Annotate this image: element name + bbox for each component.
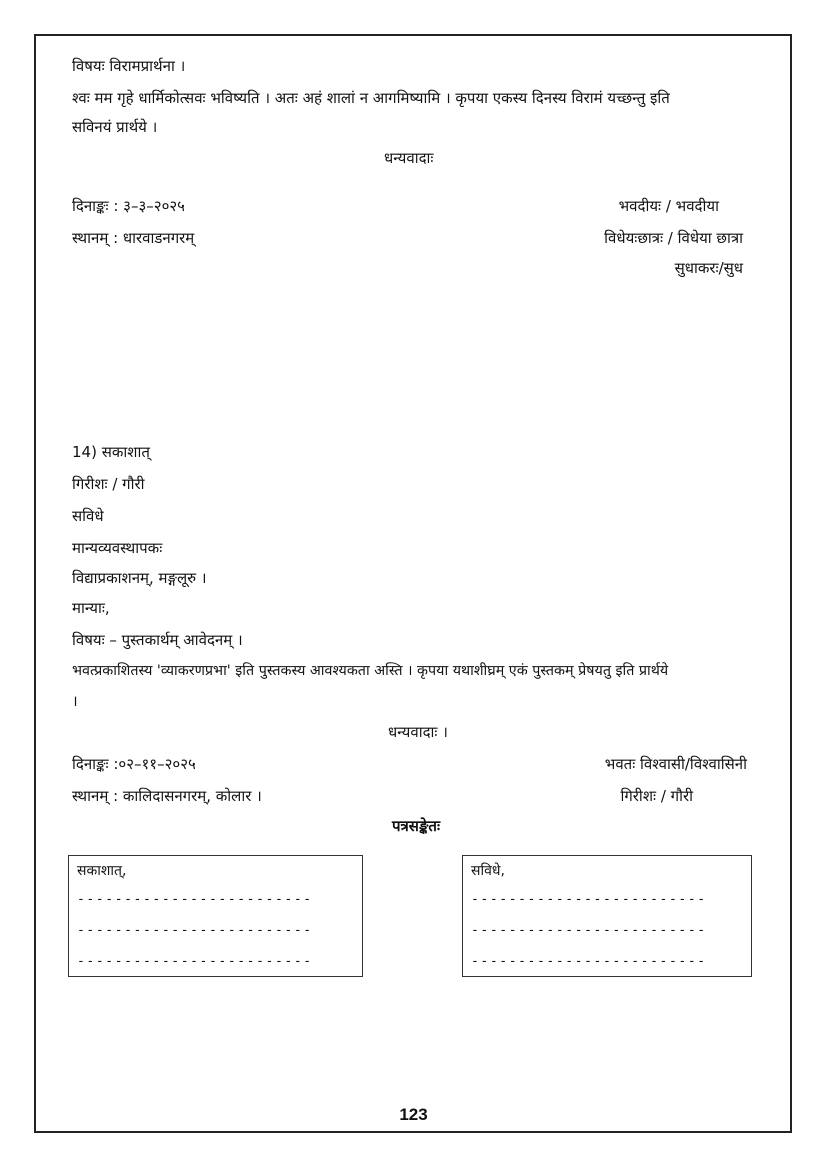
letter1-body-line2: सविनयं प्रार्थये । <box>72 118 158 136</box>
letter1-thanks: धन्यवादाः <box>384 149 434 167</box>
from-box-label: सकाशात्, <box>77 863 127 879</box>
letter2-salutation: मान्याः, <box>72 599 110 617</box>
from-box-line: ------------------------- <box>77 954 313 969</box>
letter2-from-label: 14) सकाशात् <box>72 443 150 461</box>
letter1-body-line1: श्वः मम गृहे धार्मिकोत्सवः भविष्यति । अतः अहं शालां न आगमिष्यामि । कृपया एकस्य दिनस्य विरामं यच्छन्तु इति <box>72 89 670 107</box>
to-address-box <box>462 855 752 977</box>
letter1-sender-role: विधेयःछात्रः / विधेया छात्रा <box>604 229 743 247</box>
to-box-line: ------------------------- <box>471 892 707 907</box>
letter2-date: दिनाङ्कः :०२–११–२०२५ <box>72 755 196 773</box>
letter2-thanks: धन्यवादाः । <box>388 723 448 741</box>
letter2-to-address: विद्याप्रकाशनम्, मङ्गलूरु । <box>72 569 207 587</box>
letter2-body-line2: । <box>72 692 78 710</box>
to-box-line: ------------------------- <box>471 954 707 969</box>
from-box-line: ------------------------- <box>77 892 313 907</box>
from-box-line: ------------------------- <box>77 923 313 938</box>
letter1-subject: विषयः विरामप्रार्थना । <box>72 57 186 75</box>
letter2-from-name: गिरीशः / गौरी <box>72 475 145 493</box>
address-hint-title: पत्रसङ्केतः <box>392 817 441 835</box>
letter1-place: स्थानम् : धारवाडनगरम् <box>72 229 195 247</box>
letter2-to-label: सविधे <box>72 507 104 525</box>
letter1-sender-name: सुधाकरः/सुध <box>674 259 743 277</box>
letter1-closing: भवदीयः / भवदीया <box>618 197 719 215</box>
to-box-line: ------------------------- <box>471 923 707 938</box>
letter2-to-title: मान्यव्यवस्थापकः <box>72 539 163 557</box>
letter2-closing: भवतः विश्वासी/विश्वासिनी <box>604 755 747 773</box>
from-address-box <box>68 855 363 977</box>
to-box-label: सविधे, <box>471 863 505 879</box>
letter2-place: स्थानम् : कालिदासनगरम्, कोलार । <box>72 787 262 805</box>
letter1-date: दिनाङ्कः : ३–३–२०२५ <box>72 197 185 215</box>
letter2-body-line1: भवत्प्रकाशितस्य 'व्याकरणप्रभा' इति पुस्तकस्य आवश्यकता अस्ति । कृपया यथाशीघ्रम् एकं पुस्तकम् प्रेषयतु इति प्रार्थये <box>72 663 669 679</box>
letter2-subject: विषयः – पुस्तकार्थम् आवेदनम् । <box>72 631 243 649</box>
letter2-signature: गिरीशः / गौरी <box>620 787 693 805</box>
page-number: 123 <box>399 1105 428 1124</box>
